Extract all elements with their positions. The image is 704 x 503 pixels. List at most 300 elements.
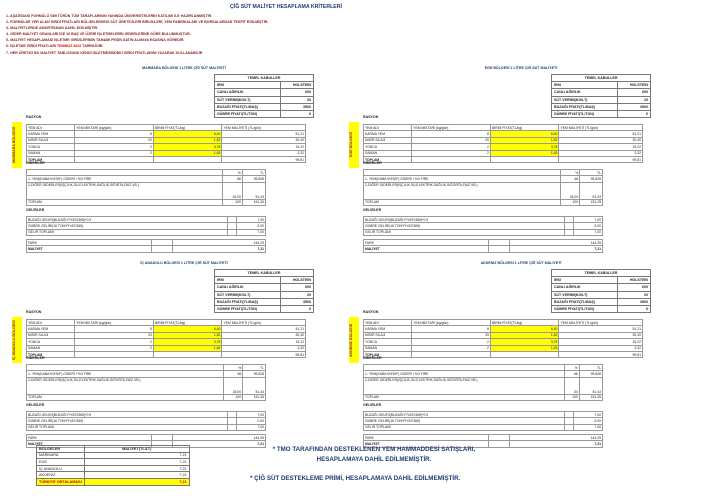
rasyon-row xyxy=(364,156,643,162)
feed-name: TOPLAM xyxy=(27,351,75,357)
kabuller-title: TEMEL KABULLER xyxy=(552,270,651,277)
col-header: YEM ADI xyxy=(27,320,75,326)
feed-quantity: 8 xyxy=(75,131,154,137)
col-header: % xyxy=(223,365,243,371)
feed-quantity: 2 xyxy=(75,339,154,345)
gelirler-table xyxy=(363,216,603,236)
expense-value: 99,828 xyxy=(242,176,265,182)
income-blank xyxy=(227,229,236,235)
temel-kabuller-table xyxy=(214,74,314,118)
feed-quantity: 2 xyxy=(75,144,154,150)
kabuller-value: 3500 xyxy=(617,103,650,110)
kabuller-value: 20 xyxy=(617,291,650,298)
kabuller-label: GÜBRE FİYATI(TL/TON) xyxy=(552,305,618,312)
income-value: 7,00 xyxy=(573,412,602,418)
kabuller-label: IRKI xyxy=(552,82,618,89)
kabuller-label: CANLI AĞIRLIK xyxy=(215,284,281,291)
kabuller-label: CANLI AĞIRLIK xyxy=(552,89,618,96)
gelirler-table xyxy=(363,411,603,431)
feed-name: SAMAN xyxy=(27,345,75,351)
feed-quantity: 20 xyxy=(75,332,154,338)
maliyet-value: 7,21 xyxy=(509,246,602,252)
giderler-table xyxy=(26,169,266,206)
kabuller-label: BUZAĞI FİYATI(TL/BAŞ) xyxy=(215,298,281,305)
criteria-line: 7- HER ÜRETİCİ BU MALİYET TABLOSUNU KENDİ İŞLETMESİNDEKİ GİRDİ FİYATLARINI YAZARAK KULLANABİLİR xyxy=(6,50,203,55)
feed-cost: 51,21 xyxy=(222,326,306,332)
feed-unit-price: 1,52 xyxy=(490,137,559,143)
temel-kabuller-table xyxy=(551,74,651,118)
expense-percent: 34 xyxy=(564,377,579,394)
maliyet-value: 7,21 xyxy=(172,441,265,447)
page-title: ÇİĞ SÜT MALİYET HESAPLAMA KRİTERLERİ xyxy=(230,4,342,10)
fark-value: 144,26 xyxy=(172,435,265,441)
col-header: YEM ADI xyxy=(364,320,412,326)
col-header: YEM MALİYETİ (TL/gün) xyxy=(559,125,643,131)
expense-value: 51,43 xyxy=(242,182,265,199)
feed-unit-price: 3,78 xyxy=(490,144,559,150)
feed-cost: 30,40 xyxy=(559,137,643,143)
feed-cost: 99,81 xyxy=(222,156,306,162)
fark-label: FARK xyxy=(364,435,489,441)
region-side-label: AKDENİZ BÖLGESİ xyxy=(349,317,359,363)
feed-name: KARMA YEM xyxy=(27,326,75,332)
income-blank xyxy=(564,229,573,235)
fark-label: FARK xyxy=(27,435,152,441)
expense-total-value: 151,25 xyxy=(579,394,602,400)
feed-unit-price: 6,40 xyxy=(490,131,559,137)
gelirler-label: GELİRLER xyxy=(363,208,382,212)
expense-percent: 66 xyxy=(560,176,580,182)
summary-region: AKDENİZ xyxy=(37,472,85,479)
summary-region: İÇ ANADOLU xyxy=(37,465,85,472)
feed-cost: 15,22 xyxy=(559,339,643,345)
income-name: BUZAĞI GELİRİ(BUZAĞI FİYATI/365)*0,9 xyxy=(27,217,228,223)
kabuller-value: 600 xyxy=(617,89,650,96)
feed-unit-price xyxy=(153,156,222,162)
kabuller-value: 0 xyxy=(280,305,313,312)
summary-header: MALİYET(TL/LT) xyxy=(84,446,189,453)
summary-header: BÖLGELER xyxy=(37,446,85,453)
sheet-title: İÇ ANADOLU BÖLGESİ 1 LİTRE ÇİĞ SÜT MALİYETİ xyxy=(140,261,228,265)
kabuller-value: 0 xyxy=(617,110,650,117)
expense-total-percent: 100 xyxy=(564,394,579,400)
feed-cost: 30,40 xyxy=(222,332,306,338)
feed-cost: 30,40 xyxy=(559,332,643,338)
kabuller-value: HOLSTEİN xyxy=(617,277,650,284)
giderler-table xyxy=(363,364,603,401)
income-name: BUZAĞI GELİRİ(BUZAĞI FİYATI/365)*0,9 xyxy=(364,217,565,223)
kabuller-label: CANLI AĞIRLIK xyxy=(552,284,618,291)
expense-name: 1- YEM(KABA+KESIF) GİDERİ +%3 FİRE xyxy=(27,176,223,182)
summary-total-label: TÜRKİYE ORTALAMASI xyxy=(37,478,85,485)
feed-cost: 15,22 xyxy=(559,144,643,150)
criteria-line: 4- GİDER MALİYET ORANLARI İSE 10 BAŞ VE ÜZERİ İŞLETMELERİN GİDERLERİNE GÖRE BULUNMUŞTUR. xyxy=(6,32,191,37)
income-value: 7,00 xyxy=(236,217,265,223)
col-header: % xyxy=(560,170,580,176)
expense-value: 51,44 xyxy=(243,377,266,394)
kabuller-value: 20 xyxy=(280,291,313,298)
col-header: TL xyxy=(580,170,603,176)
feed-name: MISIR SILAJI xyxy=(27,332,75,338)
maliyet-value: 7,21 xyxy=(509,441,602,447)
income-value: 7,00 xyxy=(236,229,265,235)
feed-quantity: 2 xyxy=(412,150,491,156)
feed-name: SAMAN xyxy=(27,150,75,156)
feed-cost: 99,81 xyxy=(222,351,306,357)
feed-cost: 99,81 xyxy=(559,351,643,357)
income-value: 0,00 xyxy=(236,418,265,424)
col-header: % xyxy=(564,365,579,371)
expense-total-percent: 100 xyxy=(560,199,580,205)
feed-cost: 3,32 xyxy=(222,345,306,351)
giderler-label: GİDERLER xyxy=(363,356,382,360)
feed-cost: 3,32 xyxy=(559,345,643,351)
expense-name: 2-DİĞER GİDERLER(İŞÇİLİK,SU,ELEKTRİK,SAĞLIK,SIĞORTA,FAİZ VB.) xyxy=(364,182,561,199)
rasyon-row xyxy=(27,156,306,162)
feed-cost: 3,32 xyxy=(559,150,643,156)
kabuller-label: BUZAĞI FİYATI(TL/BAŞ) xyxy=(552,298,618,305)
kabuller-value: 0 xyxy=(617,305,650,312)
rasyon-row xyxy=(27,351,306,357)
sheet-title: MARMARA BÖLGESİ 1 LİTRE ÇİĞ SÜT MALİYETİ xyxy=(142,66,226,70)
rasyon-label: RASYON xyxy=(26,310,42,314)
gelirler-label: GELİRLER xyxy=(26,403,45,407)
kabuller-value: HOLSTEİN xyxy=(280,82,313,89)
expense-percent: 66 xyxy=(223,176,243,182)
fark-label: FARK xyxy=(27,240,152,246)
feed-quantity: 2 xyxy=(75,150,154,156)
feed-quantity xyxy=(75,156,154,162)
feed-quantity: 2 xyxy=(75,345,154,351)
feed-name: TOPLAM xyxy=(364,156,412,162)
summary-value: 7,21 xyxy=(84,459,189,466)
income-name: GÜBRE GELİRİ(16 TON*FİYAT/365) xyxy=(364,418,565,424)
gelirler-label: GELİRLER xyxy=(363,403,382,407)
col-header: YEM MİKTARI (kg/gün) xyxy=(412,125,491,131)
income-value: 7,00 xyxy=(573,229,602,235)
expense-value: 51,43 xyxy=(579,377,602,394)
feed-name: TOPLAM xyxy=(27,156,75,162)
kabuller-value: HOLSTEİN xyxy=(280,277,313,284)
fark-label: FARK xyxy=(364,240,489,246)
kabuller-value: 0 xyxy=(280,110,313,117)
feed-quantity xyxy=(412,351,491,357)
income-blank xyxy=(564,424,573,430)
giderler-table xyxy=(363,169,603,206)
rasyon-label: RASYON xyxy=(26,115,42,119)
result-table xyxy=(26,239,266,253)
col-header: YEM MALİYETİ (TL/gün) xyxy=(222,125,306,131)
col-header: TL xyxy=(242,170,265,176)
feed-name: MISIR SILAJI xyxy=(364,332,412,338)
kabuller-label: BUZAĞI FİYATI(TL/BAŞ) xyxy=(215,103,281,110)
maliyet-blank xyxy=(488,246,509,252)
feed-name: KARMA YEM xyxy=(364,131,412,137)
feed-unit-price: 1,52 xyxy=(490,332,559,338)
region-block xyxy=(12,66,344,256)
income-name: GÜBRE GELİRİ(16 TON*FİYAT/365) xyxy=(27,418,228,424)
feed-quantity: 20 xyxy=(75,137,154,143)
sheet-title: AKDENİZ BÖLGESİ 1 LİTRE ÇİĞ SÜT MALİYETİ xyxy=(480,261,562,265)
summary-value: 7,21 xyxy=(84,465,189,472)
expense-name: 1- YEM(KABA+KESIF) GİDERİ +%3 FİRE xyxy=(364,371,565,377)
income-value: 0,00 xyxy=(236,223,265,229)
kabuller-value: HOLSTEİN xyxy=(617,82,650,89)
kabuller-title: TEMEL KABULLER xyxy=(552,75,651,82)
feed-unit-price: 1,52 xyxy=(153,332,222,338)
feed-cost: 51,21 xyxy=(559,326,643,332)
kabuller-value: 600 xyxy=(617,284,650,291)
gelirler-label: GELİRLER xyxy=(26,208,45,212)
region-block xyxy=(349,66,681,256)
expense-name: 2-DİĞER GİDERLER(İŞÇİLİK,SU,ELEKTRİK,SAĞLIK,SIĞORTA,FAİZ VB.) xyxy=(27,377,224,394)
expense-value: 99,828 xyxy=(243,371,266,377)
kabuller-value: 3500 xyxy=(617,298,650,305)
rasyon-label: RASYON xyxy=(363,310,379,314)
region-side-label: İÇ ANADOLU BÖLGESİ xyxy=(12,317,22,363)
col-header: BİRİM FİYAT(TL/kg) xyxy=(153,320,222,326)
col-header: YEM MALİYETİ (TL/gün) xyxy=(559,320,643,326)
feed-unit-price: 6,40 xyxy=(490,326,559,332)
kabuller-value: 20 xyxy=(617,96,650,103)
feed-quantity: 2 xyxy=(412,339,491,345)
region-side-label: EGE BÖLGESİ xyxy=(349,122,359,168)
criteria-line-6: 6- İŞLETME GİRDİ FİYATLARI TEMMUZ 2022 TARİHLİDİR. xyxy=(6,44,104,49)
kabuller-title: TEMEL KABULLER xyxy=(215,270,314,277)
kabuller-label: SÜT VERİMİ(KG/LT) xyxy=(552,96,618,103)
feed-name: MISIR SILAJI xyxy=(27,137,75,143)
feed-quantity xyxy=(75,351,154,357)
kabuller-label: GÜBRE FİYATI(TL/TON) xyxy=(552,110,618,117)
col-header: YEM MİKTARI (kg/gün) xyxy=(75,125,154,131)
feed-cost: 3,32 xyxy=(222,150,306,156)
kabuller-label: IRKI xyxy=(215,277,281,284)
expense-total-value: 151,26 xyxy=(243,394,266,400)
fark-value: 144,25 xyxy=(172,240,265,246)
expense-percent: 66 xyxy=(564,371,579,377)
temel-kabuller-table xyxy=(214,269,314,313)
region-side-label: MARMARA BÖLGESİ xyxy=(12,122,22,168)
feed-cost: 51,21 xyxy=(222,131,306,137)
expense-value: 99,828 xyxy=(580,176,603,182)
kabuller-label: IRKI xyxy=(215,82,281,89)
feed-unit-price: 1,63 xyxy=(490,345,559,351)
expense-total-value: 151,25 xyxy=(580,199,603,205)
feed-quantity xyxy=(412,156,491,162)
expense-percent: 66 xyxy=(223,371,243,377)
expense-total-label: TOPLAM xyxy=(27,394,224,400)
income-value: 0,00 xyxy=(573,223,602,229)
feed-cost: 51,21 xyxy=(559,131,643,137)
kabuller-value: 3500 xyxy=(280,298,313,305)
feed-cost: 99,81 xyxy=(559,156,643,162)
income-blank xyxy=(227,424,236,430)
kabuller-label: GÜBRE FİYATI(TL/TON) xyxy=(215,110,281,117)
feed-unit-price: 6,40 xyxy=(153,131,222,137)
kabuller-label: SÜT VERİMİ(KG/LT) xyxy=(552,291,618,298)
summary-total-value: 7,21 xyxy=(84,478,189,485)
kabuller-title: TEMEL KABULLER xyxy=(215,75,314,82)
maliyet-blank xyxy=(151,246,172,252)
feed-name: YONCA xyxy=(27,144,75,150)
feed-name: KARMA YEM xyxy=(364,326,412,332)
kabuller-label: CANLI AĞIRLIK xyxy=(215,89,281,96)
expense-percent: 34,00 xyxy=(560,182,580,199)
rasyon-table xyxy=(26,319,306,358)
feed-unit-price: 6,40 xyxy=(153,326,222,332)
maliyet-label: MALİYET xyxy=(364,246,489,252)
maliyet-value: 7,21 xyxy=(172,246,265,252)
maliyet-label: MALİYET xyxy=(27,441,152,447)
region-block xyxy=(12,261,344,451)
expense-name: 2-DİĞER GİDERLER(İŞÇİLİK,SU,ELEKTRİK,SAĞLIK,SIĞORTA,FAİZ VB.) xyxy=(364,377,565,394)
feed-cost: 15,22 xyxy=(222,339,306,345)
kabuller-value: 20 xyxy=(280,96,313,103)
income-value: 7,00 xyxy=(236,412,265,418)
gelirler-table xyxy=(26,411,266,431)
kabuller-label: SÜT VERİMİ(KG/LT) xyxy=(215,96,281,103)
feed-unit-price: 3,78 xyxy=(153,339,222,345)
col-header: TL xyxy=(579,365,602,371)
giderler-table xyxy=(26,364,266,401)
col-header: YEM ADI xyxy=(27,125,75,131)
kabuller-value: 600 xyxy=(280,89,313,96)
expense-total-value: 151,26 xyxy=(242,199,265,205)
feed-name: TOPLAM xyxy=(364,351,412,357)
rasyon-label: RASYON xyxy=(363,115,379,119)
feed-unit-price: 3,78 xyxy=(153,144,222,150)
feed-name: KARMA YEM xyxy=(27,131,75,137)
expense-percent: 34,00 xyxy=(223,377,243,394)
kabuller-label: BUZAĞI FİYATI(TL/BAŞ) xyxy=(552,103,618,110)
income-value: 7,00 xyxy=(236,424,265,430)
income-name: BUZAĞI GELİRİ(BUZAĞI FİYATI/365)*0,9 xyxy=(364,412,565,418)
income-name: GELİR TOPLAMI xyxy=(364,424,565,430)
sheet-title: EGE BÖLGESİ 1 LİTRE ÇİĞ SÜT MALİYETİ xyxy=(484,66,558,70)
col-header: % xyxy=(223,170,243,176)
summary-region: EGE xyxy=(37,459,85,466)
giderler-label: GİDERLER xyxy=(26,356,45,360)
feed-cost: 15,22 xyxy=(222,144,306,150)
note-prim: * ÇİĞ SÜT DESTEKLEME PRİMİ, HESAPLAMAYA DAHİL EDİLMEMİŞTİR. xyxy=(250,475,461,482)
feed-unit-price xyxy=(153,351,222,357)
col-header: YEM MALİYETİ (TL/gün) xyxy=(222,320,306,326)
header xyxy=(6,4,566,56)
feed-quantity: 8 xyxy=(412,131,491,137)
expense-total-label: TOPLAM xyxy=(27,199,223,205)
date-highlight: TEMMUZ 2022 xyxy=(56,44,82,49)
summary-table xyxy=(36,445,190,486)
feed-name: YONCA xyxy=(364,144,412,150)
feed-unit-price: 3,78 xyxy=(490,339,559,345)
result-table xyxy=(363,239,603,253)
col-header: BİRİM FİYAT(TL/kg) xyxy=(153,125,222,131)
feed-name: SAMAN xyxy=(364,345,412,351)
maliyet-label: MALİYET xyxy=(27,246,152,252)
feed-unit-price xyxy=(490,156,559,162)
feed-unit-price: 1,63 xyxy=(490,150,559,156)
summary-value: 7,21 xyxy=(84,472,189,479)
criteria-line: 1- AŞAĞIDAKİ FORMÜLÜ SEKTÖRÜN TÜM TARAFLARININ YANINDA ÜNİVERSİTELERİN KATILIMI İLE HAZIRLANMIŞTIR. xyxy=(6,14,213,18)
fark-value: 144,25 xyxy=(509,240,602,246)
criteria-line: 3- MALİYETLERDE AMORTİSMAN DAHİL EDİLMİŞTİR. xyxy=(6,26,99,31)
rasyon-table xyxy=(26,124,306,163)
feed-quantity: 2 xyxy=(412,345,491,351)
feed-name: SAMAN xyxy=(364,150,412,156)
summary-value: 7,21 xyxy=(84,452,189,459)
expense-name: 1- YEM(KABA+KESIF) GİDERİ +%3 FİRE xyxy=(27,371,224,377)
feed-unit-price: 1,63 xyxy=(153,150,222,156)
expense-value: 99,828 xyxy=(579,371,602,377)
income-name: GÜBRE GELİRİ(16 TON*FİYAT/365) xyxy=(364,223,565,229)
income-value: 7,00 xyxy=(573,424,602,430)
income-name: GELİR TOPLAMI xyxy=(364,229,565,235)
col-header: TL xyxy=(243,365,266,371)
col-header: YEM ADI xyxy=(364,125,412,131)
col-header: YEM MİKTARI (kg/gün) xyxy=(412,320,491,326)
expense-name: 1- YEM(KABA+KESIF) GİDERİ +%3 FİRE xyxy=(364,176,561,182)
feed-unit-price xyxy=(490,351,559,357)
fark-value: 144,25 xyxy=(509,435,602,441)
expense-total-percent: 100 xyxy=(223,199,243,205)
kabuller-value: 600 xyxy=(280,284,313,291)
income-name: GELİR TOPLAMI xyxy=(27,424,228,430)
income-name: BUZAĞI GELİRİ(BUZAĞI FİYATI/365)*0,9 xyxy=(27,412,228,418)
income-value: 0,00 xyxy=(573,418,602,424)
feed-unit-price: 1,52 xyxy=(153,137,222,143)
kabuller-label: SÜT VERİMİ(KG/LT) xyxy=(215,291,281,298)
note-tmo: * TMO TARAFINDAN DESTEKLENEN YEM HAMMADDESİ SATIŞLARI, HESAPLAMAYA DAHİL EDİLMEMİŞTİR. xyxy=(272,446,476,463)
rasyon-table xyxy=(363,319,643,358)
income-name: GELİR TOPLAMI xyxy=(27,229,228,235)
feed-name: MISIR SILAJI xyxy=(364,137,412,143)
col-header: BİRİM FİYAT(TL/kg) xyxy=(490,125,559,131)
feed-cost: 30,40 xyxy=(222,137,306,143)
maliyet-label: MALİYET xyxy=(364,441,489,447)
kabuller-label: GÜBRE FİYATI(TL/TON) xyxy=(215,305,281,312)
feed-quantity: 20 xyxy=(412,332,491,338)
income-name: GÜBRE GELİRİ(16 TON*FİYAT/365) xyxy=(27,223,228,229)
giderler-label: GİDERLER xyxy=(26,161,45,165)
feed-quantity: 2 xyxy=(412,144,491,150)
expense-total-label: TOPLAM xyxy=(364,199,561,205)
feed-quantity: 8 xyxy=(412,326,491,332)
expense-total-percent: 100 xyxy=(223,394,243,400)
rasyon-table xyxy=(363,124,643,163)
income-value: 7,00 xyxy=(573,217,602,223)
summary-region: MARMARA xyxy=(37,452,85,459)
region-block xyxy=(349,261,681,451)
feed-quantity: 8 xyxy=(75,326,154,332)
gelirler-table xyxy=(26,216,266,236)
expense-name: 2-DİĞER GİDERLER(İŞÇİLİK,SU,ELEKTRİK,SAĞLIK,SIĞIRTA,FAİZ VB.) xyxy=(27,182,223,199)
feed-name: YONCA xyxy=(27,339,75,345)
temel-kabuller-table xyxy=(551,269,651,313)
expense-percent: 34,00 xyxy=(223,182,243,199)
col-header: YEM MİKTARI (kg/gün) xyxy=(75,320,154,326)
criteria-line: 5- MALİYET HESAPLAMASI İŞLETME GİRDİLERİNİN TAMAMI PEŞİN SATIN ALMAYA ESASINA GÖREDİR. xyxy=(6,38,185,43)
kabuller-label: IRKI xyxy=(552,277,618,284)
feed-unit-price: 1,66 xyxy=(153,345,222,351)
kabuller-value: 3500 xyxy=(280,103,313,110)
feed-quantity: 20 xyxy=(412,137,491,143)
criteria-line: 2- FORMÜLDE YER ALAN GİRDİ FİYATLARI BÖLGELERDEKİ SÜT ÜRETİCİLERİ BİRLİKLERİ, YEM FABRİKALARI VE BORSALARDAN TESPİT EDİLMİŞTİR. xyxy=(6,20,269,25)
feed-name: YONCA xyxy=(364,339,412,345)
expense-total-label: TOPLAM xyxy=(364,394,565,400)
giderler-label: GİDERLER xyxy=(363,161,382,165)
col-header: BİRİM FİYAT(TL/kg) xyxy=(490,320,559,326)
expense-value: 51,43 xyxy=(580,182,603,199)
